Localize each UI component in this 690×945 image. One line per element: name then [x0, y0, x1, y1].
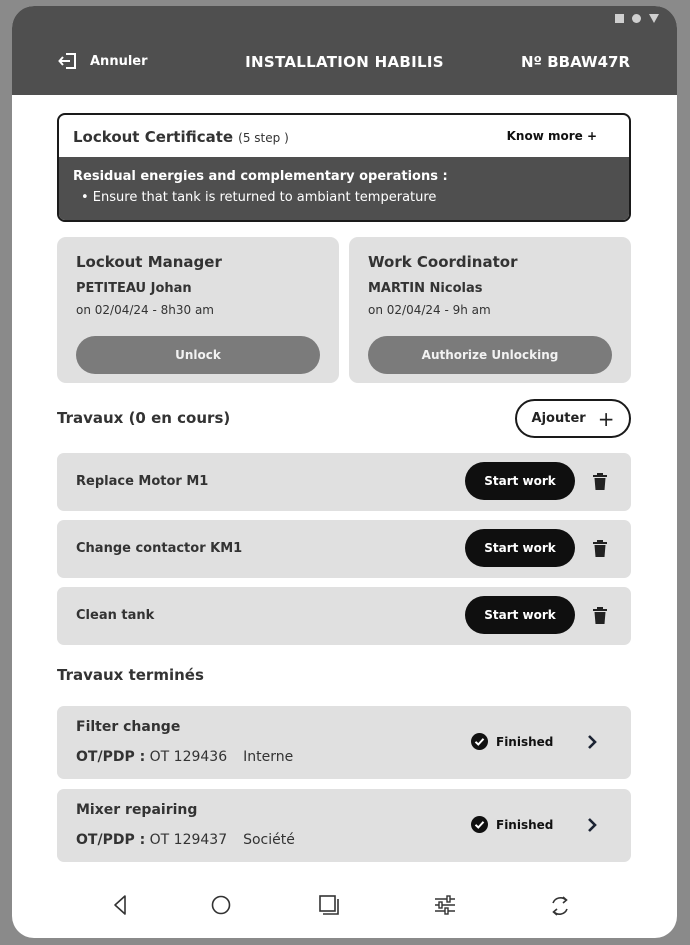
work-label: Clean tank: [76, 608, 155, 623]
unlock-button[interactable]: Unlock: [76, 336, 320, 374]
settings-sliders-icon[interactable]: [433, 894, 457, 916]
recent-apps-icon[interactable]: [318, 894, 340, 916]
certificate-details: [59, 157, 629, 222]
back-icon[interactable]: [112, 894, 128, 916]
sync-icon[interactable]: [549, 894, 571, 918]
lockout-manager-card: [57, 237, 339, 383]
start-work-button[interactable]: Start work: [465, 529, 575, 567]
finished-item-title: Mixer repairing: [76, 802, 198, 818]
chevron-right-icon[interactable]: [587, 817, 597, 833]
finished-item-title: Filter change: [76, 719, 181, 735]
work-label: Replace Motor M1: [76, 474, 209, 489]
triangle-status-icon: [649, 14, 659, 23]
chevron-right-icon[interactable]: [587, 734, 597, 750]
work-item: [57, 520, 631, 578]
certificate-title: Lockout Certificate: [73, 127, 234, 146]
top-bar: [12, 6, 677, 95]
status-label: Finished: [496, 734, 554, 749]
cancel-label: Annuler: [90, 53, 148, 69]
sign-date: on 02/04/24 - 9h am: [368, 303, 491, 317]
card-title: Lockout Manager: [76, 253, 222, 271]
page-title: INSTALLATION HABILIS: [245, 53, 444, 71]
order-number: Nº BBAW47R: [520, 53, 630, 71]
add-label: Ajouter: [531, 411, 586, 426]
work-item: [57, 587, 631, 645]
certificate-header: [59, 115, 629, 157]
residual-energies-title: Residual energies and complementary operations :: [73, 169, 448, 184]
status-badge: [471, 816, 553, 833]
trash-icon[interactable]: [593, 607, 607, 624]
dot-status-icon: [632, 14, 641, 23]
finished-section-title: Travaux terminés: [57, 666, 204, 684]
check-circle-icon: [471, 816, 488, 833]
ot-value: OT 129437: [149, 832, 228, 848]
work-type: Société: [243, 832, 295, 848]
finished-item[interactable]: [57, 789, 631, 862]
exit-icon: [58, 52, 78, 70]
add-work-button[interactable]: [515, 399, 631, 438]
home-icon[interactable]: [210, 894, 232, 916]
certificate-item: • Ensure that tank is returned to ambiant temperature: [81, 190, 437, 205]
know-more-link[interactable]: Know more +: [506, 129, 597, 143]
card-title: Work Coordinator: [368, 253, 518, 271]
square-status-icon: [615, 14, 624, 23]
plus-icon: +: [597, 406, 615, 431]
finished-item-meta: [76, 832, 295, 848]
authorize-unlocking-button[interactable]: Authorize Unlocking: [368, 336, 612, 374]
cancel-button[interactable]: [58, 52, 148, 70]
work-item: [57, 453, 631, 511]
finished-item-meta: [76, 749, 293, 765]
bottom-navigation-bar: [12, 882, 677, 932]
works-section-title: Travaux (0 en cours): [57, 409, 231, 427]
certificate-step-count: (5 step ): [238, 130, 289, 145]
person-name: PETITEAU Johan: [76, 281, 192, 296]
certificate-heading: [73, 127, 289, 146]
start-work-button[interactable]: Start work: [465, 596, 575, 634]
trash-icon[interactable]: [593, 540, 607, 557]
finished-item[interactable]: [57, 706, 631, 779]
work-type: Interne: [243, 749, 294, 765]
start-work-button[interactable]: Start work: [465, 462, 575, 500]
ot-reference: [76, 749, 227, 765]
app-frame: [12, 6, 677, 938]
ot-label: OT/PDP :: [76, 832, 146, 848]
sign-date: on 02/04/24 - 8h30 am: [76, 303, 214, 317]
system-status-icons: [615, 14, 659, 23]
status-label: Finished: [496, 817, 554, 832]
ot-value: OT 129436: [149, 749, 228, 765]
check-circle-icon: [471, 733, 488, 750]
ot-label: OT/PDP :: [76, 749, 146, 765]
person-name: MARTIN Nicolas: [368, 281, 483, 296]
work-label: Change contactor KM1: [76, 541, 243, 556]
work-coordinator-card: [349, 237, 631, 383]
lockout-certificate-panel: [57, 113, 631, 222]
ot-reference: [76, 832, 227, 848]
trash-icon[interactable]: [593, 473, 607, 490]
status-badge: [471, 733, 553, 750]
